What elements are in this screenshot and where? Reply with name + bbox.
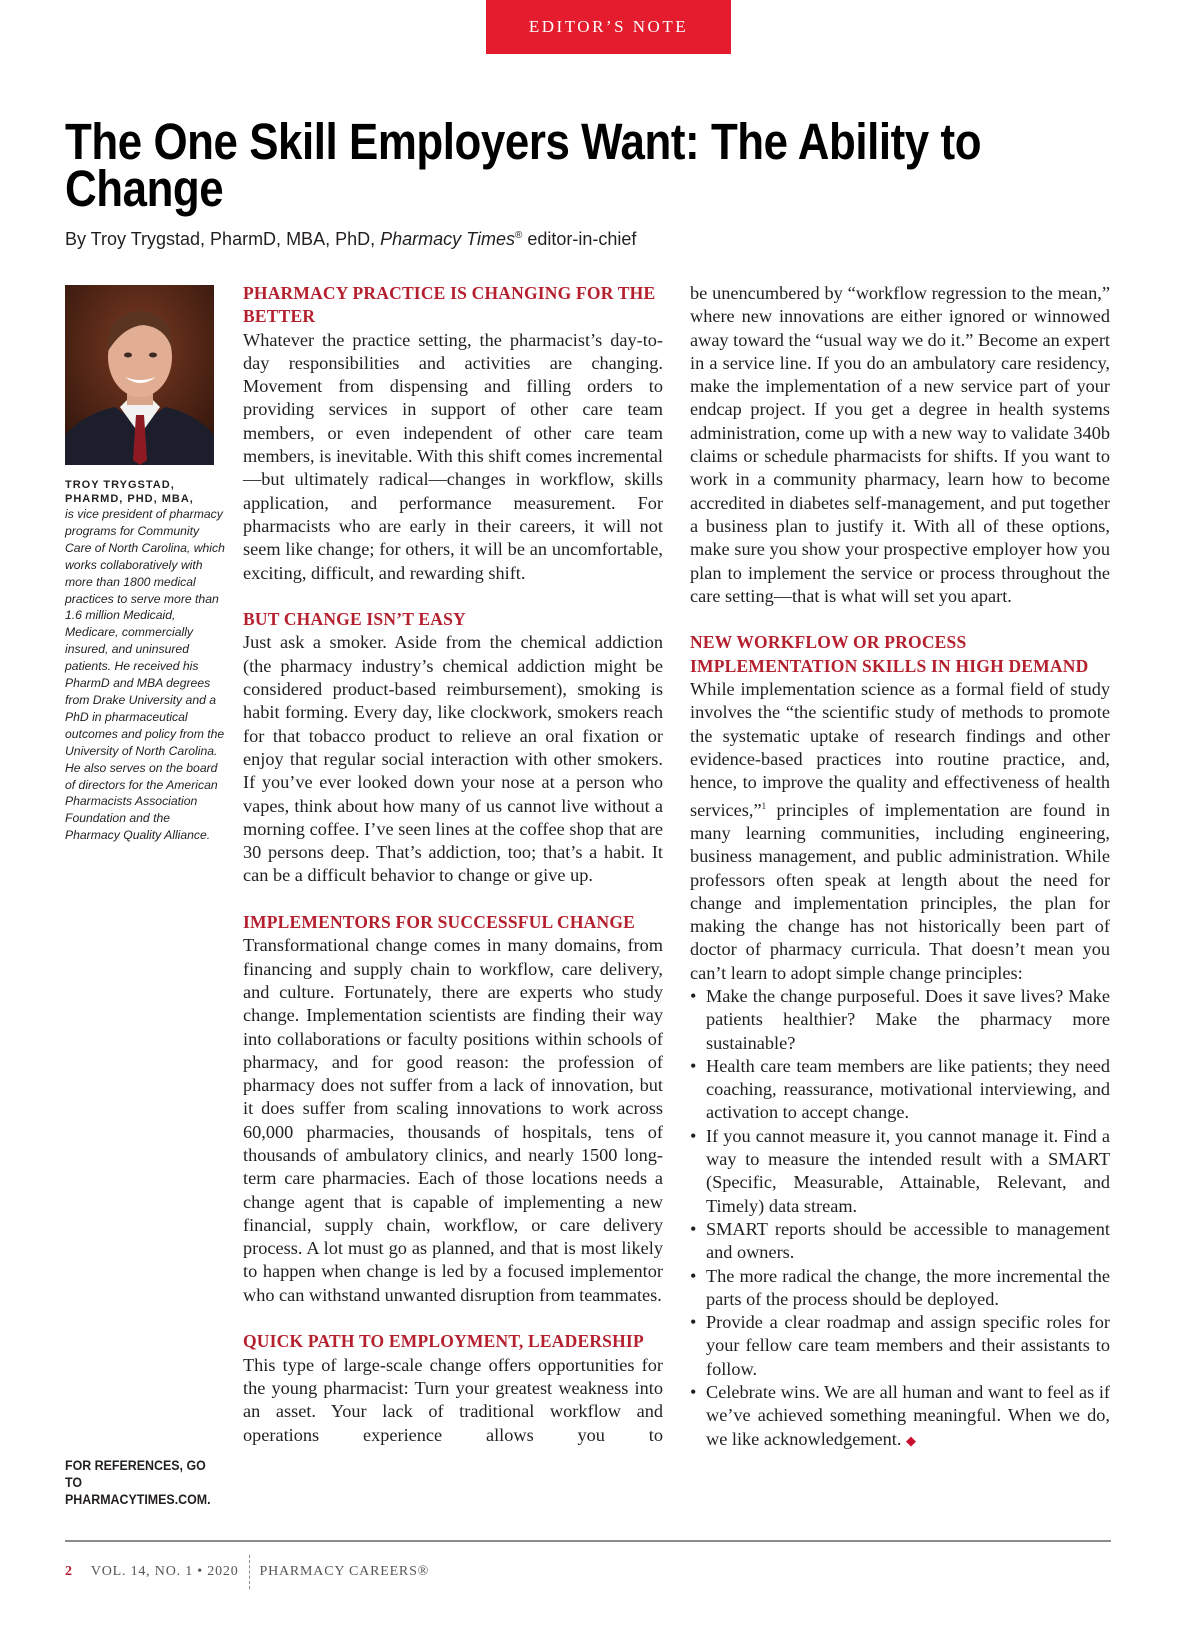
- section-heading: QUICK PATH TO EMPLOYMENT, LEADERSHIP: [243, 1331, 644, 1352]
- paragraph: Whatever the practice setting, the pharmacist’s day-to-day responsibilities and activities are changing. Movement from dispensing and filling orders to providing services in support of other care team members, or even independent of other care team members, is inevitable. With this shift comes incremental—but ultimately radical—changes in workflow, skills application, and performance measurement. For pharmacists who are early in their careers, it will not seem like change; for others, it will be an uncomfortable, exciting, difficult, and rewarding shift.: [243, 329, 663, 583]
- section-tab: [486, 0, 731, 54]
- byline-publication: Pharmacy Times: [380, 229, 515, 249]
- footnote-ref: 1: [761, 800, 767, 811]
- byline-author: By Troy Trygstad, PharmD, MBA, PhD,: [65, 229, 381, 249]
- article-column-1: [243, 282, 663, 1447]
- page-footer: [65, 1556, 429, 1588]
- footer-rule: [65, 1540, 1111, 1542]
- list-item: • Provide a clear roadmap and assign specific roles for your fellow care team members and their assistants to follow.: [690, 1311, 1110, 1381]
- list-item-text: Celebrate wins. We are all human and want to feel as if we’ve achieved something meaningful. When we do, we like acknowledgement.: [706, 1382, 1110, 1449]
- paragraph-text: principles of implementation are found in many learning communities, including engineering, business management, and public administration. While professors often speak at length about the need for change and implementation principles, the plan for making the change has not historically been part of doctor of pharmacy curricula. That doesn’t mean you can’t learn to adopt simple change principles:: [690, 799, 1110, 983]
- registered-mark: ®: [514, 230, 523, 241]
- references-link[interactable]: PHARMACYTIMES.COM.: [65, 1492, 211, 1507]
- references-note: [65, 1457, 221, 1508]
- article-title: The One Skill Employers Want: The Ability to Change: [65, 113, 982, 217]
- list-item: • The more radical the change, the more incremental the parts of the process should be deployed.: [690, 1265, 1110, 1312]
- list-item: [690, 1381, 1110, 1452]
- article-column-2: [690, 282, 1110, 1452]
- paragraph-continuation: be unencumbered by “workflow regression to the mean,” where new innovations are either ignored or winnowed away toward the “usual way we do it.” Become an expert in a service line. If you do an ambulatory care residency, make the implementation of a new service part of your endcap project. If you get a degree in health systems administration, come up with a new way to validate 340b claims or schedule pharmacists for shifts. If you want to work in a community pharmacy, learn how to become accredited in diabetes self-management, and put together a business plan to justify it. With all of these options, make sure you show your prospective employer how you plan to implement the service or process throughout the care setting—that is what will set you apart.: [690, 283, 1110, 606]
- footer-divider: [249, 1555, 250, 1589]
- paragraph: Just ask a smoker. Aside from the chemical addiction (the pharmacy industry’s chemical addiction might be considered product-based reimbursement), smoking is habit forming. Every day, like clockwork, smokers reach for that tobacco product to relieve an oral fixation or enjoy that regular social interaction with other smokers. If you’ve ever looked down your nose at a person who vapes, think about how many of us cannot live without a morning coffee. I’ve seen lines at the coffee shop that are 30 persons deep. That’s addiction, too; that’s a habit. It can be a difficult behavior to change or give up.: [243, 632, 663, 886]
- end-mark-icon: ◆: [906, 1432, 917, 1448]
- paragraph-text: While implementation science as a formal field of study involves the “the scientific study of methods to promote the systematic uptake of research findings and other evidence-based practices into routine practice, and, hence, to improve the quality and effectiveness of health services,”: [690, 679, 1110, 820]
- list-item: • SMART reports should be accessible to management and owners.: [690, 1218, 1110, 1265]
- bullet-list: [690, 985, 1110, 1452]
- author-name: TROY TRYGSTAD, PHARMD, PHD, MBA,: [65, 479, 194, 505]
- section-heading: NEW WORKFLOW OR PROCESS IMPLEMENTATION SKILLS IN HIGH DEMAND: [690, 632, 1089, 676]
- author-photo: [65, 285, 214, 465]
- paragraph: This type of large-scale change offers opportunities for the young pharmacist: Turn your greatest weakness into an asset. Your lack of traditional workflow and operations experience allows you to: [243, 1354, 663, 1445]
- list-item: • Make the change purposeful. Does it save lives? Make patients healthier? Make the pharmacy more sustainable?: [690, 985, 1110, 1055]
- section-heading: IMPLEMENTORS FOR SUCCESSFUL CHANGE: [243, 912, 636, 933]
- list-item: • Health care team members are like patients; they need coaching, reassurance, motivational interviewing, and activation to accept change.: [690, 1055, 1110, 1125]
- byline-role: editor-in-chief: [522, 229, 637, 249]
- publication-name: PHARMACY CAREERS®: [259, 1564, 430, 1579]
- paragraph: Transformational change comes in many domains, from financing and supply chain to workflow, care delivery, and culture. Fortunately, there are experts who study change. Implementation scientists are finding their way into collaborations or faculty positions within schools of pharmacy, and for good reason: the profession of pharmacy does not suffer from a lack of innovation, but it does suffer from scaling innovations to work across 60,000 pharmacies, thousands of hospitals, tens of thousands of ambulatory clinics, and nearly 1500 long-term care pharmacies. Each of those locations needs a change agent that is capable of implementing a new financial, supply chain, workflow, or care delivery process. A lot must go as planned, and that is most likely to happen when change is led by a focused implementor who can withstand unwanted disruption from teammates.: [243, 935, 663, 1305]
- byline: [65, 229, 636, 250]
- section-tab-label: EDITOR’S NOTE: [528, 17, 689, 36]
- page-number: 2: [65, 1564, 73, 1579]
- section-heading: BUT CHANGE ISN’T EASY: [243, 609, 466, 630]
- author-bio: [65, 478, 225, 844]
- list-item: • If you cannot measure it, you cannot manage it. Find a way to measure the intended result with a SMART (Specific, Measurable, Attainable, Relevant, and Timely) data stream.: [690, 1125, 1110, 1218]
- references-label: FOR REFERENCES, GO TO: [65, 1458, 206, 1490]
- section-heading: PHARMACY PRACTICE IS CHANGING FOR THE BETTER: [243, 283, 656, 327]
- author-description: is vice president of pharmacy programs for Community Care of North Carolina, which works collaboratively with more than 1800 medical practices to serve more than 1.6 million Medicaid, Medicare, commercially insured, and uninsured patients. He received his PharmD and MBA degrees from Drake University and a PhD in pharmaceutical outcomes and policy from the University of North Carolina. He also serves on the board of directors for the American Pharmacists Association Foundation and the Pharmacy Quality Alliance.: [65, 507, 225, 843]
- paragraph: [690, 678, 1110, 985]
- issue-info: VOL. 14, NO. 1 • 2020: [90, 1564, 239, 1579]
